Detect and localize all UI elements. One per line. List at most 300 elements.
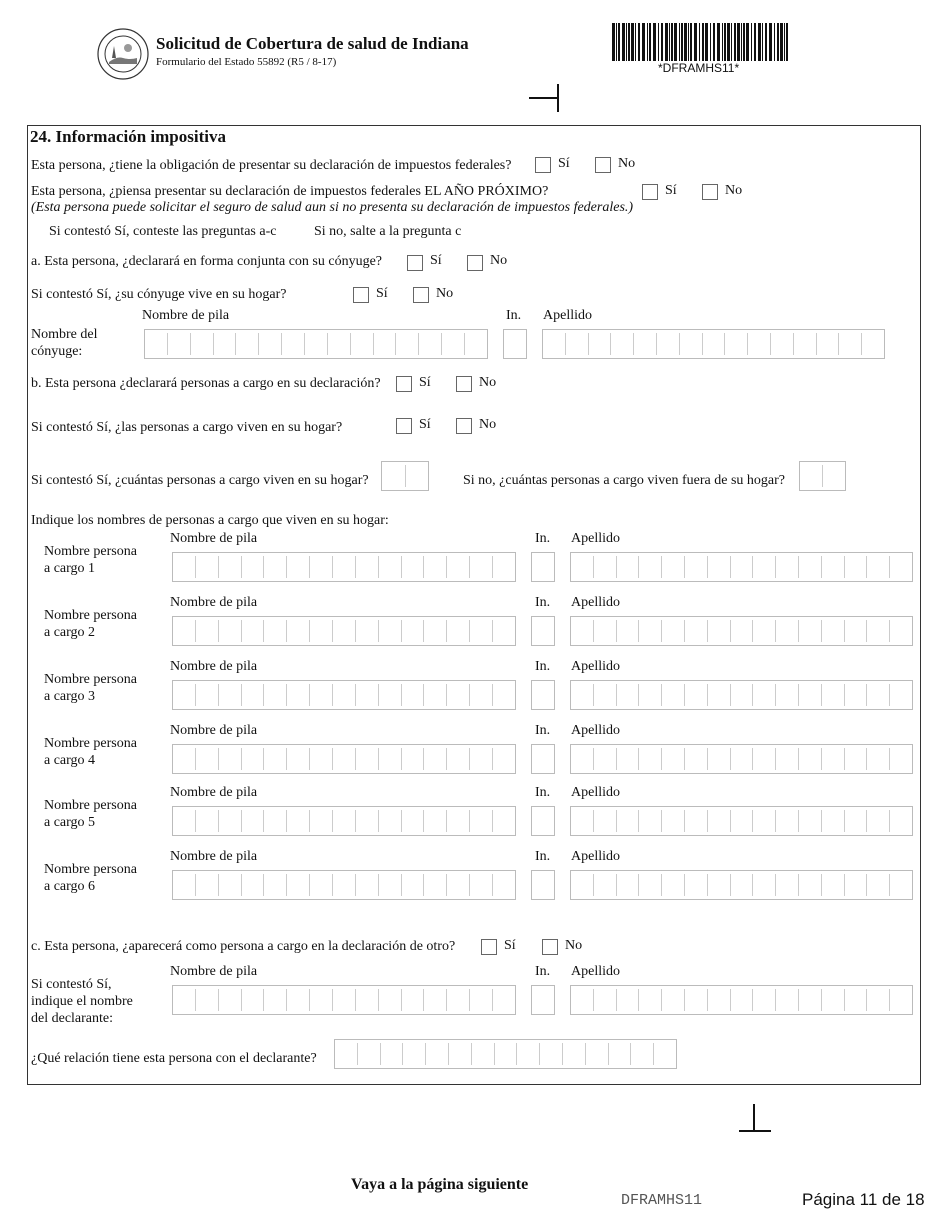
- barcode-bar: [642, 23, 645, 61]
- character-cell: [617, 620, 640, 642]
- character-cell: [594, 684, 617, 706]
- character-cell: [594, 874, 617, 896]
- character-cell: [662, 748, 685, 770]
- barcode-bar: [688, 23, 689, 61]
- character-cell: [799, 748, 822, 770]
- relation-input[interactable]: [334, 1039, 677, 1069]
- character-cell: [822, 810, 845, 832]
- character-cell: [264, 989, 287, 1011]
- barcode-bar: [713, 23, 715, 61]
- character-cell: [382, 465, 406, 487]
- barcode-text: *DFRAMHS11*: [658, 61, 740, 75]
- character-cell: [242, 874, 265, 896]
- character-cell: [867, 874, 890, 896]
- question-relation: ¿Qué relación tiene esta persona con el declarante?: [31, 1051, 317, 1066]
- character-cell: [379, 748, 402, 770]
- character-cell: [685, 748, 708, 770]
- character-cell: [617, 748, 640, 770]
- barcode-icon: [612, 23, 790, 61]
- dependents-out-count-input[interactable]: [799, 461, 846, 491]
- character-cell: [356, 684, 379, 706]
- character-cell: [867, 748, 890, 770]
- character-cell: [867, 556, 890, 578]
- dependent-first-name-input[interactable]: [172, 680, 516, 710]
- character-cell: [708, 989, 731, 1011]
- character-cell: [799, 989, 822, 1011]
- character-cell: [379, 810, 402, 832]
- yes-label: Sí: [419, 375, 431, 390]
- barcode-bar: [762, 23, 763, 61]
- character-cell: [517, 1043, 540, 1065]
- character-cell: [708, 556, 731, 578]
- character-cell: [890, 874, 912, 896]
- character-cell: [662, 620, 685, 642]
- question-dependents-live: Si contestó Sí, ¿las personas a cargo viven en su hogar?: [31, 420, 343, 435]
- section-title: 24. Información impositiva: [30, 127, 226, 146]
- character-cell: [493, 556, 515, 578]
- character-cell: [594, 810, 617, 832]
- initial-label: In.: [535, 849, 551, 864]
- barcode-bar: [769, 23, 772, 61]
- character-cell: [594, 620, 617, 642]
- barcode-bar: [710, 23, 711, 61]
- character-cell: [799, 810, 822, 832]
- character-cell: [287, 684, 310, 706]
- character-cell: [379, 620, 402, 642]
- dependents-intro: Indique los nombres de personas a cargo que viven en su hogar:: [31, 513, 389, 528]
- character-cell: [708, 810, 731, 832]
- barcode-bar: [681, 23, 683, 61]
- joint-no-checkbox[interactable]: [467, 255, 483, 271]
- character-cell: [333, 989, 356, 1011]
- character-cell: [333, 810, 356, 832]
- character-cell: [563, 1043, 586, 1065]
- other-dependent-no-checkbox[interactable]: [542, 939, 558, 955]
- last-name-label: Apellido: [571, 964, 620, 979]
- character-cell: [173, 556, 196, 578]
- character-cell: [259, 333, 282, 355]
- character-cell: [617, 989, 640, 1011]
- no-label: No: [565, 938, 583, 953]
- dependent-first-name-input[interactable]: [172, 806, 516, 836]
- barcode-bar: [671, 23, 673, 61]
- question-how-many-in: Si contestó Sí, ¿cuántas personas a cargo viven en su hogar?: [31, 473, 369, 488]
- barcode-bar: [694, 23, 697, 61]
- character-cell: [776, 748, 799, 770]
- initial-label: In.: [535, 964, 551, 979]
- character-cell: [617, 874, 640, 896]
- character-cell: [867, 810, 890, 832]
- character-cell: [799, 556, 822, 578]
- character-cell: [776, 620, 799, 642]
- spouse-first-name-input[interactable]: [144, 329, 488, 359]
- character-cell: [845, 810, 868, 832]
- character-cell: [282, 333, 305, 355]
- dependent-first-name-input[interactable]: [172, 616, 516, 646]
- barcode-bar: [777, 23, 779, 61]
- character-cell: [662, 989, 685, 1011]
- character-cell: [799, 874, 822, 896]
- barcode-bar: [631, 23, 634, 61]
- federal-required-no-checkbox[interactable]: [595, 157, 611, 173]
- first-name-label: Nombre de pila: [170, 849, 258, 864]
- character-cell: [402, 874, 425, 896]
- barcode-bar: [731, 23, 732, 61]
- character-cell: [571, 810, 594, 832]
- no-label: No: [618, 156, 636, 171]
- character-cell: [731, 684, 754, 706]
- barcode-bar: [751, 23, 752, 61]
- character-cell: [731, 556, 754, 578]
- character-cell: [402, 556, 425, 578]
- first-name-label: Nombre de pila: [170, 659, 258, 674]
- character-cell: [333, 556, 356, 578]
- character-cell: [168, 333, 191, 355]
- character-cell: [470, 748, 493, 770]
- character-cell: [725, 333, 748, 355]
- filer-initial-input[interactable]: [531, 985, 555, 1015]
- character-cell: [867, 989, 890, 1011]
- barcode-bar: [616, 23, 617, 61]
- character-cell: [264, 874, 287, 896]
- barcode-bar: [635, 23, 636, 61]
- character-cell: [845, 556, 868, 578]
- initial-label: In.: [535, 531, 551, 546]
- dependent-first-name-input[interactable]: [172, 744, 516, 774]
- character-cell: [708, 684, 731, 706]
- question-b: b. Esta persona ¿declarará personas a cargo en su declaración?: [31, 376, 381, 391]
- character-cell: [571, 556, 594, 578]
- yes-label: Sí: [376, 286, 388, 301]
- spouse-lives-yes-checkbox[interactable]: [353, 287, 369, 303]
- character-cell: [685, 810, 708, 832]
- character-cell: [662, 684, 685, 706]
- first-name-label: Nombre de pila: [170, 595, 258, 610]
- character-cell: [589, 333, 612, 355]
- barcode-bar: [705, 23, 708, 61]
- character-cell: [470, 810, 493, 832]
- character-cell: [424, 556, 447, 578]
- dependent-label: Nombre persona: [44, 862, 137, 877]
- character-cell: [680, 333, 703, 355]
- character-cell: [447, 810, 470, 832]
- character-cell: [845, 620, 868, 642]
- character-cell: [776, 556, 799, 578]
- character-cell: [685, 556, 708, 578]
- character-cell: [639, 874, 662, 896]
- registration-mark: [557, 84, 559, 112]
- barcode-bar: [669, 23, 670, 61]
- character-cell: [822, 748, 845, 770]
- dependent-last-name-input[interactable]: [570, 806, 913, 836]
- character-cell: [753, 684, 776, 706]
- character-cell: [571, 989, 594, 1011]
- character-cell: [196, 556, 219, 578]
- character-cell: [219, 874, 242, 896]
- character-cell: [379, 684, 402, 706]
- barcode-bar: [746, 23, 749, 61]
- instruction-yes: Si contestó Sí, conteste las preguntas a-c: [49, 224, 277, 239]
- character-cell: [447, 874, 470, 896]
- spouse-initial-input[interactable]: [503, 329, 527, 359]
- barcode-bar: [724, 23, 726, 61]
- barcode-bar: [679, 23, 680, 61]
- barcode-bar: [612, 23, 615, 61]
- dependents-in-count-input[interactable]: [381, 461, 429, 491]
- character-cell: [287, 748, 310, 770]
- character-cell: [196, 620, 219, 642]
- page-number: Página 11 de 18: [802, 1190, 925, 1209]
- initial-label: In.: [506, 308, 522, 323]
- barcode-bar: [743, 23, 745, 61]
- character-cell: [264, 810, 287, 832]
- character-cell: [634, 333, 657, 355]
- character-cell: [447, 620, 470, 642]
- first-name-label: Nombre de pila: [170, 964, 258, 979]
- character-cell: [890, 989, 912, 1011]
- dependent-initial-input[interactable]: [531, 680, 555, 710]
- character-cell: [470, 620, 493, 642]
- filer-first-name-input[interactable]: [172, 985, 516, 1015]
- last-name-label: Apellido: [571, 659, 620, 674]
- character-cell: [594, 989, 617, 1011]
- character-cell: [890, 748, 912, 770]
- barcode-bar: [638, 23, 640, 61]
- character-cell: [242, 556, 265, 578]
- character-cell: [447, 684, 470, 706]
- filer-last-name-input[interactable]: [570, 985, 913, 1015]
- filer-label: del declarante:: [31, 1011, 114, 1026]
- last-name-label: Apellido: [571, 849, 620, 864]
- dependents-no-checkbox[interactable]: [456, 376, 472, 392]
- joint-yes-checkbox[interactable]: [407, 255, 423, 271]
- character-cell: [335, 1043, 358, 1065]
- dependent-initial-input[interactable]: [531, 616, 555, 646]
- character-cell: [493, 684, 515, 706]
- dependent-initial-input[interactable]: [531, 806, 555, 836]
- character-cell: [639, 989, 662, 1011]
- dependent-initial-input[interactable]: [531, 870, 555, 900]
- initial-label: In.: [535, 785, 551, 800]
- character-cell: [470, 874, 493, 896]
- character-cell: [419, 333, 442, 355]
- character-cell: [662, 874, 685, 896]
- barcode-bar: [626, 23, 627, 61]
- character-cell: [173, 748, 196, 770]
- character-cell: [173, 874, 196, 896]
- character-cell: [236, 333, 259, 355]
- character-cell: [447, 556, 470, 578]
- character-cell: [424, 989, 447, 1011]
- dependent-initial-input[interactable]: [531, 744, 555, 774]
- first-name-label: Nombre de pila: [142, 308, 230, 323]
- character-cell: [731, 620, 754, 642]
- character-cell: [685, 874, 708, 896]
- character-cell: [685, 989, 708, 1011]
- character-cell: [219, 989, 242, 1011]
- dependent-last-name-input[interactable]: [570, 552, 913, 582]
- character-cell: [191, 333, 214, 355]
- registration-mark: [739, 1130, 771, 1132]
- character-cell: [424, 810, 447, 832]
- federal-required-yes-checkbox[interactable]: [535, 157, 551, 173]
- character-cell: [465, 333, 487, 355]
- barcode-bar: [658, 23, 659, 61]
- character-cell: [396, 333, 419, 355]
- character-cell: [173, 989, 196, 1011]
- dependent-label: Nombre persona: [44, 736, 137, 751]
- last-name-label: Apellido: [571, 531, 620, 546]
- character-cell: [381, 1043, 404, 1065]
- character-cell: [333, 620, 356, 642]
- character-cell: [287, 989, 310, 1011]
- character-cell: [447, 748, 470, 770]
- character-cell: [449, 1043, 472, 1065]
- dependent-label: Nombre persona: [44, 544, 137, 559]
- dependent-label: a cargo 2: [44, 625, 96, 640]
- barcode-bar: [765, 23, 767, 61]
- spouse-lives-no-checkbox[interactable]: [413, 287, 429, 303]
- question-a: a. Esta persona, ¿declarará en forma conjunta con su cónyuge?: [31, 254, 383, 269]
- character-cell: [333, 684, 356, 706]
- registration-mark: [753, 1104, 755, 1131]
- character-cell: [214, 333, 237, 355]
- dependent-label: a cargo 5: [44, 815, 96, 830]
- question-next-year: Esta persona, ¿piensa presentar su declaración de impuestos federales EL AÑO PRÓXIMO?: [31, 184, 549, 199]
- question-federal-required: Esta persona, ¿tiene la obligación de presentar su declaración de impuestos federales?: [31, 158, 512, 173]
- character-cell: [845, 874, 868, 896]
- character-cell: [771, 333, 794, 355]
- character-cell: [639, 748, 662, 770]
- barcode-bar: [734, 23, 736, 61]
- character-cell: [731, 810, 754, 832]
- no-label: No: [479, 417, 497, 432]
- character-cell: [219, 748, 242, 770]
- character-cell: [867, 684, 890, 706]
- filer-label: Si contestó Sí,: [31, 977, 112, 992]
- character-cell: [242, 748, 265, 770]
- initial-label: In.: [535, 723, 551, 738]
- other-dependent-yes-checkbox[interactable]: [481, 939, 497, 955]
- character-cell: [219, 620, 242, 642]
- character-cell: [356, 810, 379, 832]
- yes-label: Sí: [504, 938, 516, 953]
- character-cell: [356, 620, 379, 642]
- character-cell: [639, 556, 662, 578]
- yes-label: Sí: [430, 253, 442, 268]
- character-cell: [609, 1043, 632, 1065]
- character-cell: [662, 556, 685, 578]
- no-label: No: [436, 286, 454, 301]
- character-cell: [708, 620, 731, 642]
- character-cell: [356, 748, 379, 770]
- character-cell: [776, 874, 799, 896]
- spouse-last-name-input[interactable]: [542, 329, 885, 359]
- character-cell: [287, 620, 310, 642]
- barcode-bar: [784, 23, 785, 61]
- barcode-bar: [665, 23, 668, 61]
- character-cell: [493, 989, 515, 1011]
- character-cell: [402, 684, 425, 706]
- character-cell: [611, 333, 634, 355]
- first-name-label: Nombre de pila: [170, 785, 258, 800]
- character-cell: [305, 333, 328, 355]
- character-cell: [639, 620, 662, 642]
- character-cell: [571, 874, 594, 896]
- character-cell: [264, 684, 287, 706]
- character-cell: [328, 333, 351, 355]
- character-cell: [822, 989, 845, 1011]
- initial-label: In.: [535, 595, 551, 610]
- barcode-bar: [754, 23, 756, 61]
- dependent-initial-input[interactable]: [531, 552, 555, 582]
- character-cell: [242, 810, 265, 832]
- character-cell: [379, 556, 402, 578]
- character-cell: [470, 989, 493, 1011]
- character-cell: [424, 684, 447, 706]
- barcode-bar: [702, 23, 704, 61]
- character-cell: [753, 556, 776, 578]
- dependent-first-name-input[interactable]: [172, 870, 516, 900]
- registration-mark: [529, 97, 559, 99]
- character-cell: [639, 684, 662, 706]
- question-c: c. Esta persona, ¿aparecerá como persona a cargo en la declaración de otro?: [31, 939, 456, 954]
- character-cell: [402, 748, 425, 770]
- character-cell: [406, 465, 429, 487]
- spouse-label: Nombre del: [31, 327, 98, 342]
- dependent-last-name-input[interactable]: [570, 870, 913, 900]
- character-cell: [356, 874, 379, 896]
- dependent-last-name-input[interactable]: [570, 680, 913, 710]
- dependent-label: Nombre persona: [44, 798, 137, 813]
- character-cell: [310, 684, 333, 706]
- next-year-yes-checkbox[interactable]: [642, 184, 658, 200]
- character-cell: [145, 333, 168, 355]
- next-year-no-checkbox[interactable]: [702, 184, 718, 200]
- character-cell: [708, 748, 731, 770]
- dependents-yes-checkbox[interactable]: [396, 376, 412, 392]
- yes-label: Sí: [558, 156, 570, 171]
- character-cell: [310, 556, 333, 578]
- character-cell: [242, 989, 265, 1011]
- question-spouse-lives: Si contestó Sí, ¿su cónyuge vive en su hogar?: [31, 287, 287, 302]
- first-name-label: Nombre de pila: [170, 531, 258, 546]
- character-cell: [571, 748, 594, 770]
- character-cell: [890, 810, 912, 832]
- barcode-bar: [737, 23, 740, 61]
- form-number: Formulario del Estado 55892 (R5 / 8-17): [156, 56, 337, 68]
- character-cell: [356, 989, 379, 1011]
- character-cell: [403, 1043, 426, 1065]
- character-cell: [708, 874, 731, 896]
- dependent-last-name-input[interactable]: [570, 616, 913, 646]
- form-title: Solicitud de Cobertura de salud de Indiana: [156, 34, 469, 53]
- dependents-live-no-checkbox[interactable]: [456, 418, 472, 434]
- character-cell: [867, 620, 890, 642]
- character-cell: [442, 333, 465, 355]
- dependents-live-yes-checkbox[interactable]: [396, 418, 412, 434]
- character-cell: [493, 810, 515, 832]
- dependent-last-name-input[interactable]: [570, 744, 913, 774]
- character-cell: [862, 333, 884, 355]
- character-cell: [196, 810, 219, 832]
- indiana-state-seal-icon: [97, 28, 149, 80]
- character-cell: [685, 684, 708, 706]
- character-cell: [586, 1043, 609, 1065]
- dependent-first-name-input[interactable]: [172, 552, 516, 582]
- dependent-label: a cargo 4: [44, 753, 96, 768]
- character-cell: [540, 1043, 563, 1065]
